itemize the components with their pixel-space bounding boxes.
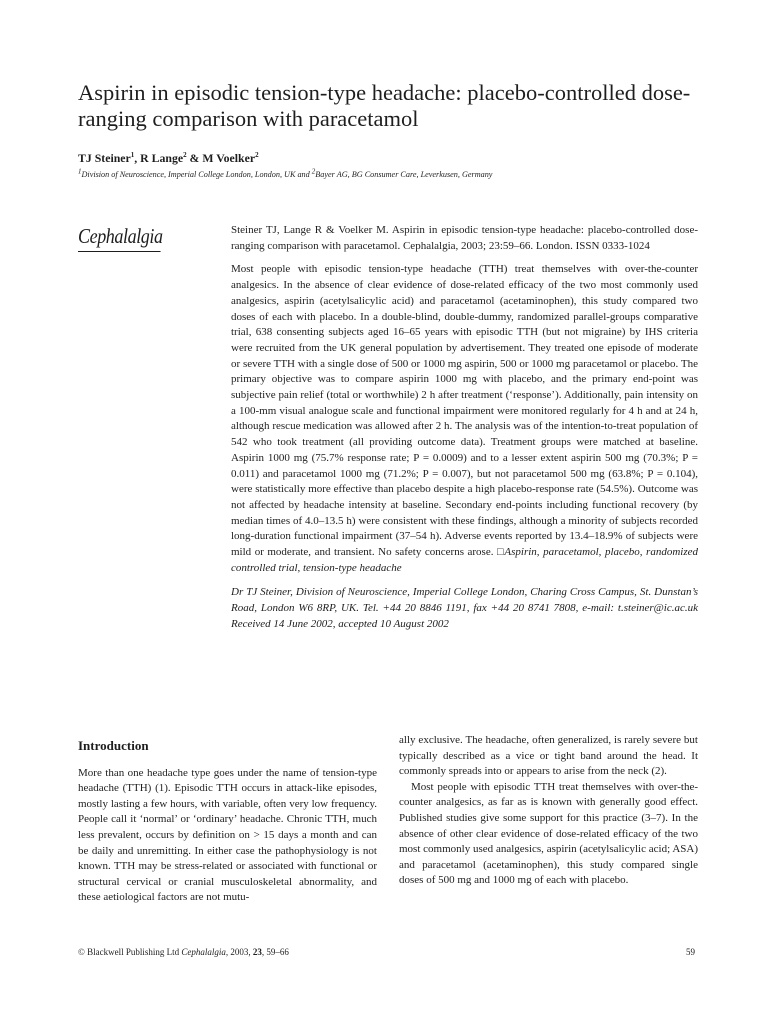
abstract-citation: Steiner TJ, Lange R & Voelker M. Aspirin in episodic tension-type headache: placebo-controlled dose-ranging comparison with paracetamol. Cephalalgia, 2003; 23:59–66. London. ISSN 0333-1024: [231, 224, 698, 252]
author-separator: &: [186, 151, 203, 165]
body-column-left: [78, 738, 377, 906]
author-list: [78, 151, 259, 166]
section-heading-introduction: Introduction: [78, 738, 149, 753]
footer-pages: , 59–66: [261, 947, 289, 957]
footer-copyright: [78, 947, 289, 957]
footer-volume: 23: [252, 947, 262, 957]
correspondence-address: Dr TJ Steiner, Division of Neuroscience, Imperial College London, Charing Cross Campus, St. Dunstan’s Road, London W6 8RP, UK. Tel. +44 20 8846 1191, fax +44 20 8741 7808, e-mail: t.steiner@ic.ac.uk Received 14 June 2002, accepted 10 August 2002: [231, 586, 698, 630]
affiliation-text: Division of Neuroscience, Imperial College London, London, UK and: [81, 170, 312, 179]
paper-title: Aspirin in episodic tension-type headache: placebo-controlled dose-ranging comparison with paracetamol: [78, 80, 691, 131]
author-affiliation-mark: 2: [255, 151, 259, 160]
author-affiliation-mark: 2: [183, 151, 187, 160]
author-name: R Lange: [140, 151, 184, 165]
affiliations: [78, 167, 718, 179]
body-paragraph: Most people with episodic TTH treat themselves with over-the-counter analgesics, as far as is known with generally good effect. Published studies give some support for this practice (3–7). In the absence of other clear evidence of dose-related efficacy of the two most commonly used analgesics, aspirin (acetylsalicylic acid; ASA) and paracetamol (acetaminophen), this study compared single doses of 500 mg and 1000 mg of each with placebo.: [399, 780, 698, 887]
footer-journal: Cephalalgia: [181, 947, 226, 957]
author-affiliation-mark: 1: [130, 151, 135, 160]
author-name: M Voelker: [202, 151, 256, 165]
page-number: 59: [686, 947, 695, 957]
abstract: [231, 223, 698, 633]
affiliation-text: Bayer AG, BG Consumer Care, Leverkusen, Germany: [315, 170, 493, 179]
author-separator: ,: [134, 151, 141, 165]
abstract-text: Most people with episodic tension-type headache (TTH) treat themselves with over-the-counter analgesics. In the absence of clear evidence of dose-related efficacy of the two most commonly used analgesics, aspirin (acetylsalicylic acid) and paracetamol (acetaminophen), this study compared two doses of each with placebo. In a double-blind, double-dummy, randomized parallel-groups comparative trial, 638 consenting subjects aged 16–65 years with episodic TTH (but not migraine) by IHS criteria were recruited from the UK general population by advertisement. They treated one episode of moderate or severe TTH with a single dose of 500 or 1000 mg aspirin, 500 or 1000 mg paracetamol or placebo. The primary objective was to compare aspirin 1000 mg with placebo, and the primary end-point was subjective pain relief (total or worthwhile) 2 h after treatment (‘response’). Additionally, pain intensity on a 100-mm visual analogue scale and functional impairment were monitored regularly for 4 h and at 24 h, although rescue medication was allowed after 2 h. The analysis was of the intention-to-treat population of 542 who took treatment (all providing outcome data). Treatment groups were matched at baseline. Aspirin 1000 mg (75.7% response rate; P = 0.0009) and to a lesser extent aspirin 500 mg (70.3%; P = 0.011) and paracetamol 1000 mg (71.2%; P = 0.007), but not paracetamol 500 mg (63.8%; P = 0.104), were statistically more effective than placebo despite a high placebo-response rate (54.5%). Outcome was not affected by headache intensity at baseline. Secondary end-points including functional recovery (by median times of 4.0–13.5 h) were consistent with these findings, although a minority of subjects recorded long-duration functional impairment (37–54 h). Adverse events reported by 13.4–18.9% of subjects were mild or moderate, and transient. No safety concerns arose.: [231, 263, 698, 559]
affiliation-mark: 1: [78, 167, 82, 176]
keyword-box-icon: □: [496, 546, 505, 559]
footer-year: , 2003,: [225, 947, 253, 957]
body-paragraph: More than one headache type goes under the name of tension-type headache (TTH) (1). Episodic TTH occurs in attack-like episodes, mostly lasting a few hours, with variable, often very low frequency. People call it ‘normal’ or ‘ordinary’ headache. Chronic TTH, much less prevalent, occurs by definition on > 15 days a month and can be daily and unremitting. In either case the pathophysiology is not known. TTH may be stress-related or associated with functional or structural cervical or cranial musculoskeletal abnormality, and these aetiological factors are not mutu-: [78, 766, 377, 904]
body-paragraph-continuation: ally exclusive. The headache, often generalized, is rarely severe but typically described as a vice or tight band around the head. It commonly spreads into or appears to arise from the neck (2).: [399, 734, 698, 778]
abstract-keywords: Aspirin, paracetamol, placebo, randomized controlled trial, tension-type headache: [231, 546, 698, 574]
author-name: TJ Steiner: [78, 151, 131, 165]
abstract-text-block: [231, 262, 698, 576]
footer-copyright-text: © Blackwell Publishing Ltd: [78, 947, 182, 957]
affiliation-mark: 2: [311, 167, 316, 176]
body-column-right: [399, 733, 698, 889]
journal-logo: Cephalalgia: [78, 224, 161, 252]
